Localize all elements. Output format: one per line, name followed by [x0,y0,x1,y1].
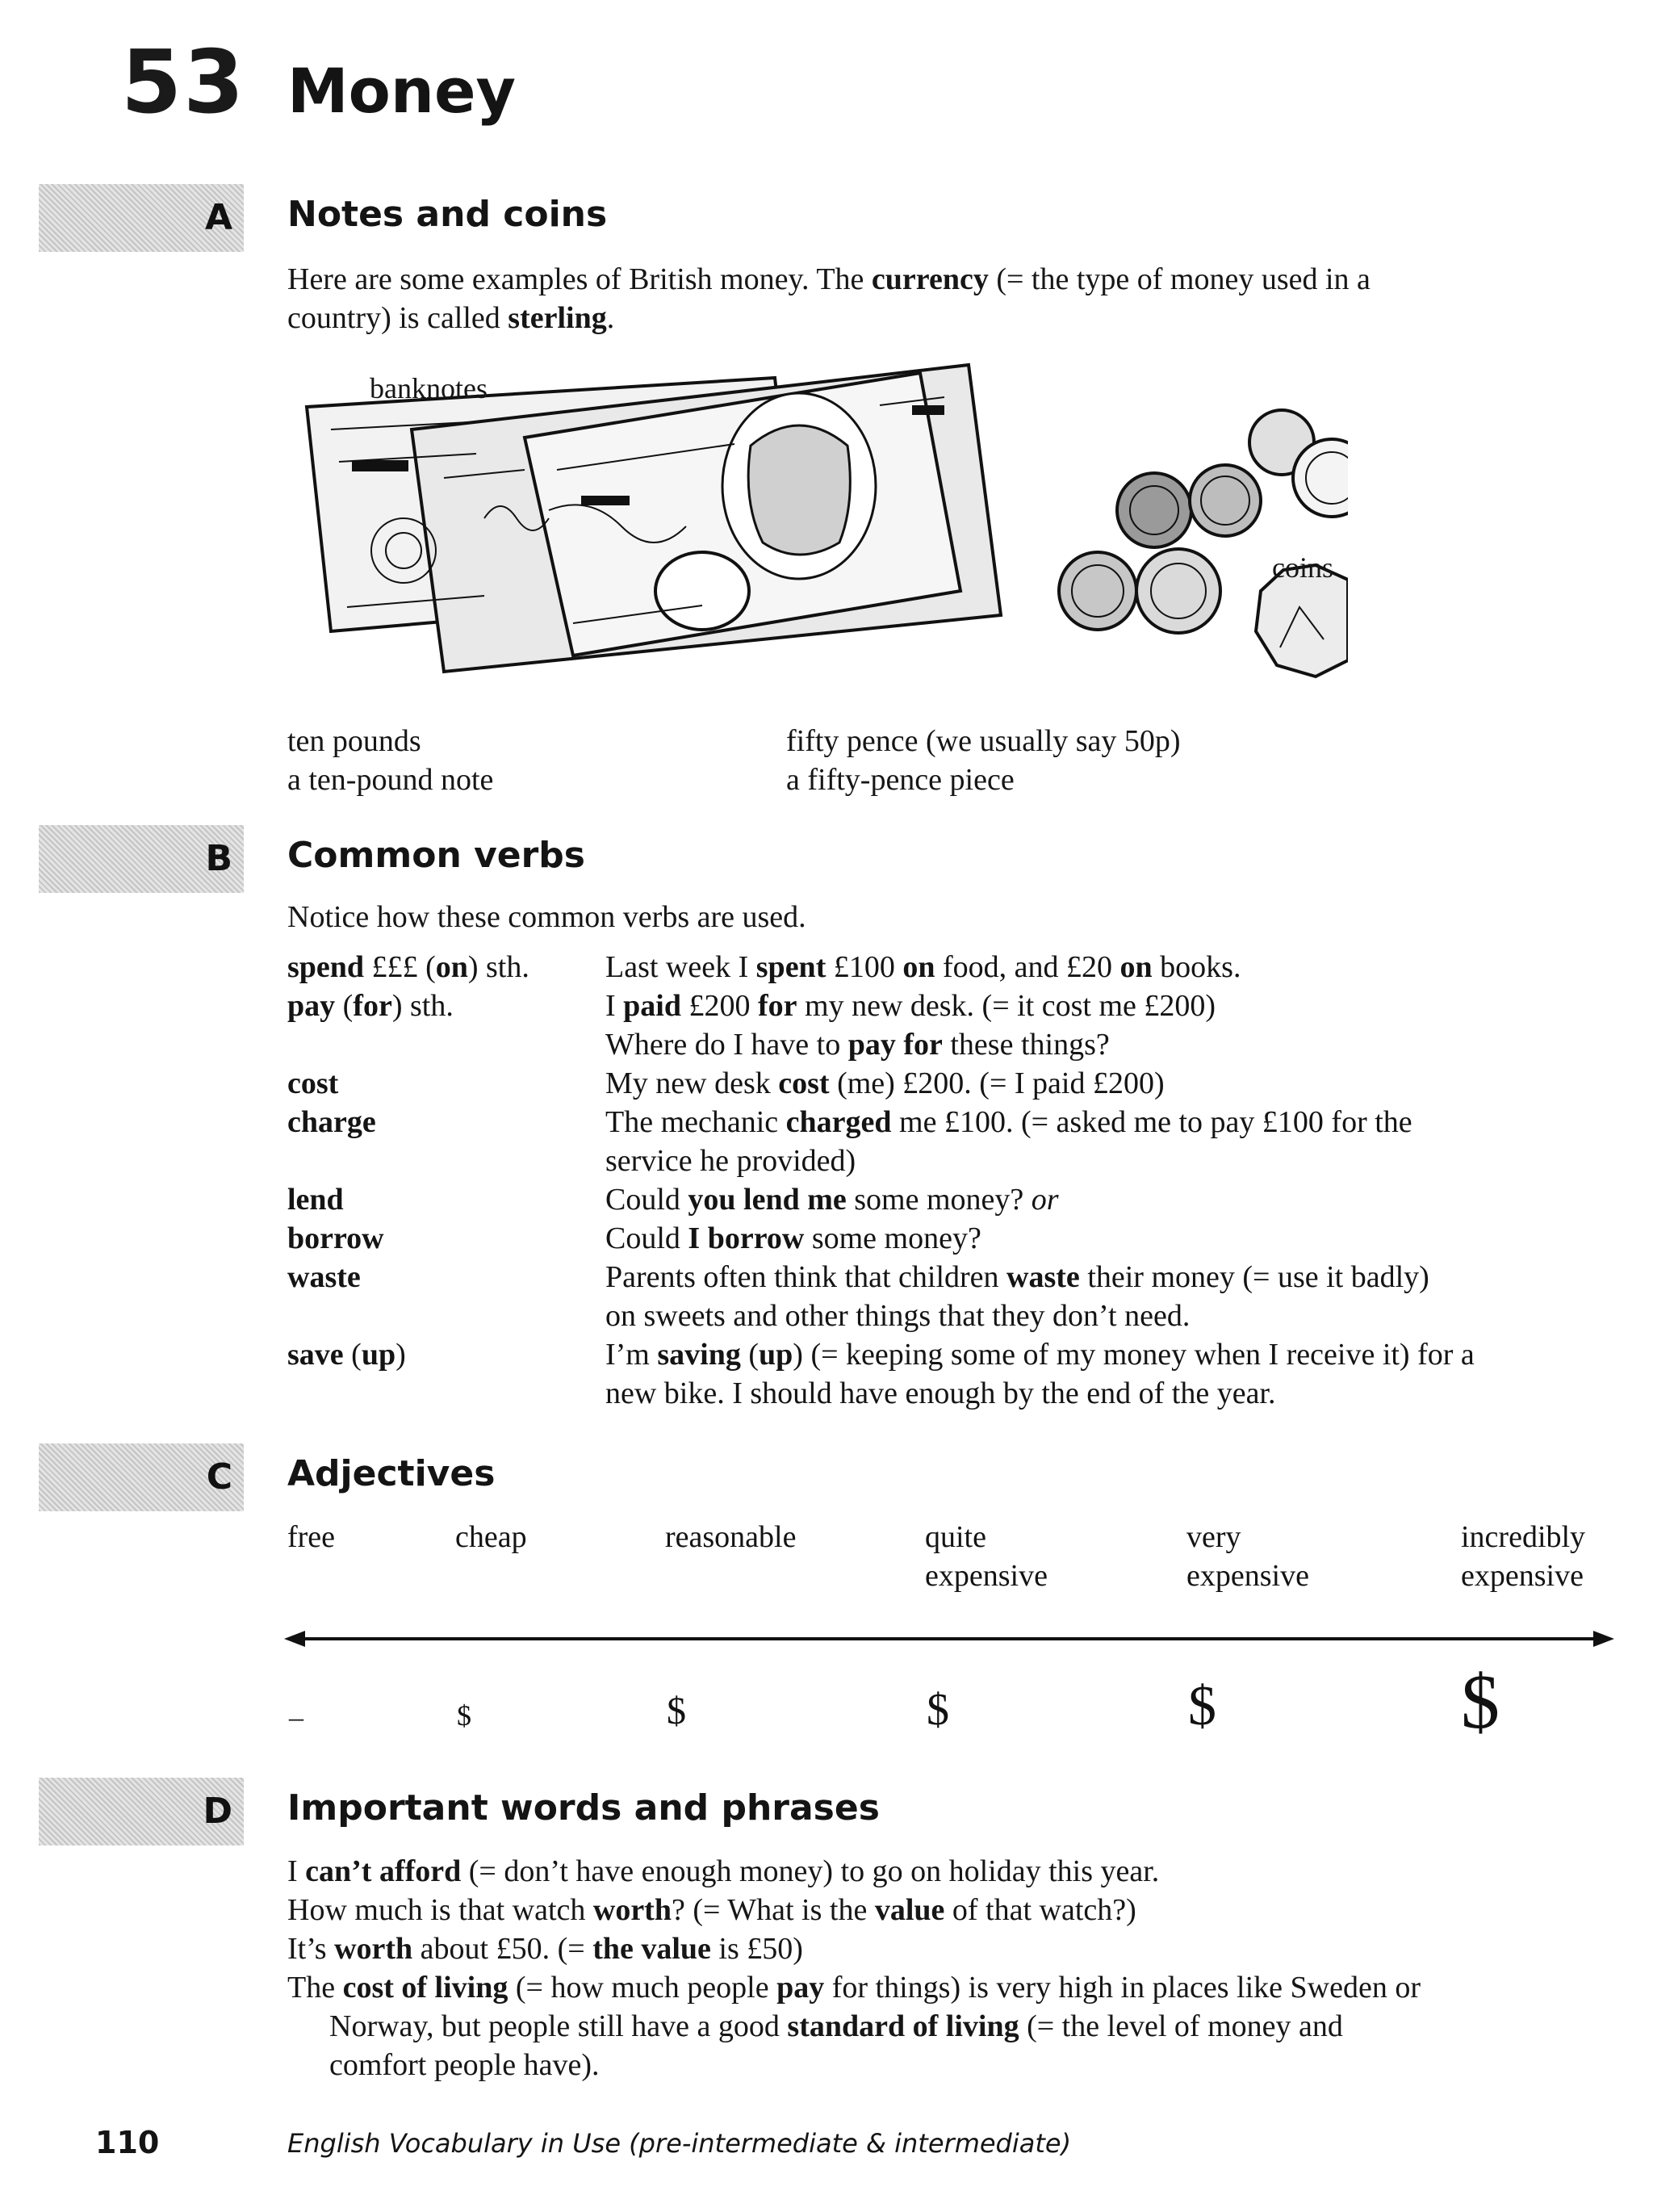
unit-number: 53 [121,32,246,133]
phrase-line-1: I can’t afford (= don’t have enough money) to go on holiday this year. [287,1854,1160,1888]
example-save: I’m saving (up) (= keeping some of my money when I receive it) for a [605,1338,1475,1372]
phrase-line-6: comfort people have). [329,2048,600,2082]
page-number: 110 [95,2125,160,2160]
section-d-letter: D [203,1791,232,1832]
example-pay-1: I paid £200 for my new desk. (= it cost me £200) [605,989,1216,1023]
section-c-marker [39,1443,244,1511]
example-cost: My new desk cost (me) £200. (= I paid £200) [605,1066,1165,1100]
example-spend: Last week I spent £100 on food, and £20 on books. [605,950,1241,984]
coin-6 [1136,549,1220,633]
verb-charge: charge [287,1105,376,1139]
example-lend: Could you lend me some money? or [605,1183,1059,1217]
coin-amount: fifty pence (we usually say 50p) [786,724,1181,758]
adjective-very-expensive: very expensive [1186,1520,1309,1593]
note-caption [287,722,493,799]
price-symbol-quite-expensive: $ [927,1685,949,1735]
price-symbol-very-expensive: $ [1188,1675,1216,1737]
section-c-heading: Adjectives [287,1453,496,1494]
section-a-intro [287,260,1371,337]
price-scale-arrow [284,1623,1614,1655]
price-symbol-free: – [289,1701,303,1733]
phrase-line-5: Norway, but people still have a good standard of living (= the level of money and [329,2009,1343,2043]
adjective-quite-expensive: quite expensive [925,1520,1048,1593]
coin-name: a fifty-pence piece [786,763,1015,797]
phrase-line-2: How much is that watch worth? (= What is the value of that watch?) [287,1893,1136,1927]
note-name: a ten-pound note [287,763,494,797]
price-symbol-cheap: $ [457,1699,471,1732]
section-a-marker [39,184,244,252]
intro-line-2: country) is called sterling. [287,301,615,335]
price-symbol-reasonable: $ [667,1690,686,1732]
adjective-reasonable: reasonable [665,1520,797,1554]
price-symbol-incredibly-expensive: $ [1461,1658,1500,1745]
phrase-line-4: The cost of living (= how much people pay for things) is very high in places like Sweden or [287,1971,1421,2005]
intro-line-1: Here are some examples of British money. The currency (= the type of money used in a [287,262,1371,296]
verb-cost: cost [287,1066,339,1100]
section-c-letter: C [206,1456,232,1498]
verb-save: save (up) [287,1338,406,1372]
portrait-head [748,425,850,555]
note-number-1 [352,460,408,471]
coin-caption [786,722,1181,799]
verb-pay: pay (for) sth. [287,989,454,1023]
section-d-body [287,1852,1611,2084]
example-charge-cont: service he provided) [605,1144,856,1178]
section-b-intro: Notice how these common verbs are used. [287,900,806,934]
adjective-free: free [287,1520,336,1554]
verb-waste: waste [287,1260,361,1294]
example-save-cont: new bike. I should have enough by the end of the year. [605,1376,1276,1410]
book-title: English Vocabulary in Use (pre-intermediate & intermediate) [287,2128,1072,2159]
banknotes-label: banknotes [370,372,488,404]
money-illustration [282,349,1348,694]
example-pay-2: Where do I have to pay for these things? [605,1028,1110,1062]
section-d-heading: Important words and phrases [287,1787,880,1829]
section-b-letter: B [205,838,232,879]
verb-spend: spend £££ (on) sth. [287,950,529,984]
section-b-heading: Common verbs [287,835,585,876]
example-borrow: Could I borrow some money? [605,1221,981,1255]
example-charge: The mechanic charged me £100. (= asked me to pay £100 for the [605,1105,1412,1139]
verb-borrow: borrow [287,1221,384,1255]
section-a-letter: A [204,197,232,238]
coin-5 [1059,552,1136,630]
note-amount: ten pounds [287,724,421,758]
banknote-window [655,552,749,630]
section-b-marker [39,825,244,893]
verb-lend: lend [287,1183,344,1217]
adjective-cheap: cheap [455,1520,527,1554]
section-a-heading: Notes and coins [287,194,608,235]
unit-title: Money [287,55,517,127]
coin-1 [1117,473,1191,547]
example-waste-cont: on sweets and other things that they don’t need. [605,1299,1191,1333]
example-waste: Parents often think that children waste their money (= use it badly) [605,1260,1429,1294]
coins-label: coins [1272,551,1333,584]
adjective-incredibly-expensive: incredibly expensive [1461,1520,1586,1593]
phrase-line-3: It’s worth about £50. (= the value is £50) [287,1932,803,1966]
section-d-marker [39,1778,244,1845]
